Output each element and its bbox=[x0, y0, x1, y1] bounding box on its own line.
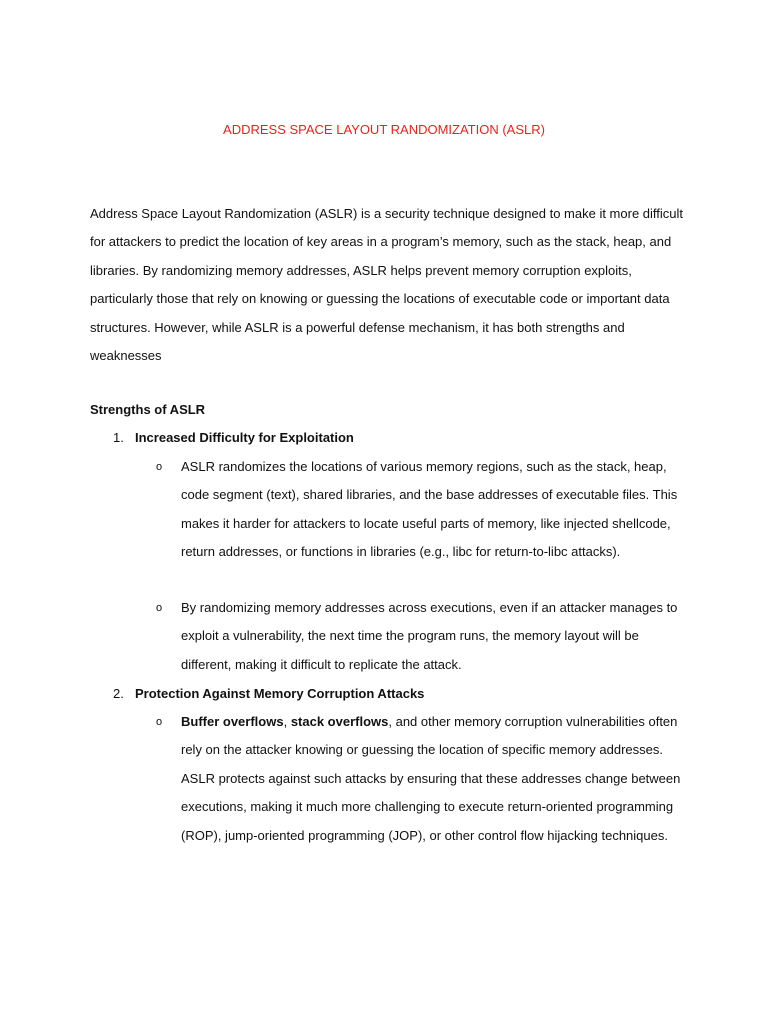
item-heading: Protection Against Memory Corruption Attacks bbox=[135, 686, 425, 701]
section-heading: Strengths of ASLR bbox=[90, 402, 206, 417]
bullet-text-rest: , and other memory corruption vulnerabilities often rely on the attacker knowing or guessing the location of specific memory addresses. ASLR protects against such attacks by ensuring that these addresses change between executions, making it much more challenging to execute return-oriented programming (ROP), jump-oriented programming (JOP), or other control flow hijacking techniques. bbox=[181, 714, 681, 843]
bullet-text: ASLR randomizes the locations of various memory regions, such as the stack, heap, code segment (text), shared libraries, and the base addresses of executable files. This makes it harder for attackers to locate useful parts of memory, like injected shellcode, return addresses, or functions in libraries (e.g., libc for return-to-libc attacks). bbox=[181, 459, 678, 560]
bullet-text bbox=[181, 708, 681, 850]
numbered-item-1 bbox=[113, 427, 354, 449]
bold-term-stack-overflows: stack overflows bbox=[290, 714, 389, 729]
term-separator: , bbox=[283, 714, 291, 729]
item-heading: Increased Difficulty for Exploitation bbox=[135, 430, 354, 445]
numbered-item-2 bbox=[113, 683, 424, 705]
bullet-circle-icon: o bbox=[156, 461, 163, 473]
bullet-circle-icon: o bbox=[156, 602, 163, 614]
bullet-text: By randomizing memory addresses across executions, even if an attacker manages to exploit a vulnerability, the next time the program runs, the memory layout will be different, making it difficult to replicate the attack. bbox=[181, 600, 678, 672]
document-title: ADDRESS SPACE LAYOUT RANDOMIZATION (ASLR) bbox=[223, 122, 545, 137]
bold-term-buffer-overflows: Buffer overflows bbox=[181, 714, 284, 729]
intro-paragraph: Address Space Layout Randomization (ASLR) is a security technique designed to make it more difficult for attackers to predict the location of key areas in a program’s memory, such as the stack, heap, and libraries. By randomizing memory addresses, ASLR helps prevent memory corruption exploits, particularly those that rely on knowing or guessing the locations of executable code or important data structures. However, while ASLR is a powerful defense mechanism, it has both strengths and weaknesses bbox=[90, 206, 684, 364]
bullet-circle-icon: o bbox=[156, 716, 163, 728]
item-number: 1. bbox=[113, 430, 124, 445]
item-number: 2. bbox=[113, 686, 124, 701]
